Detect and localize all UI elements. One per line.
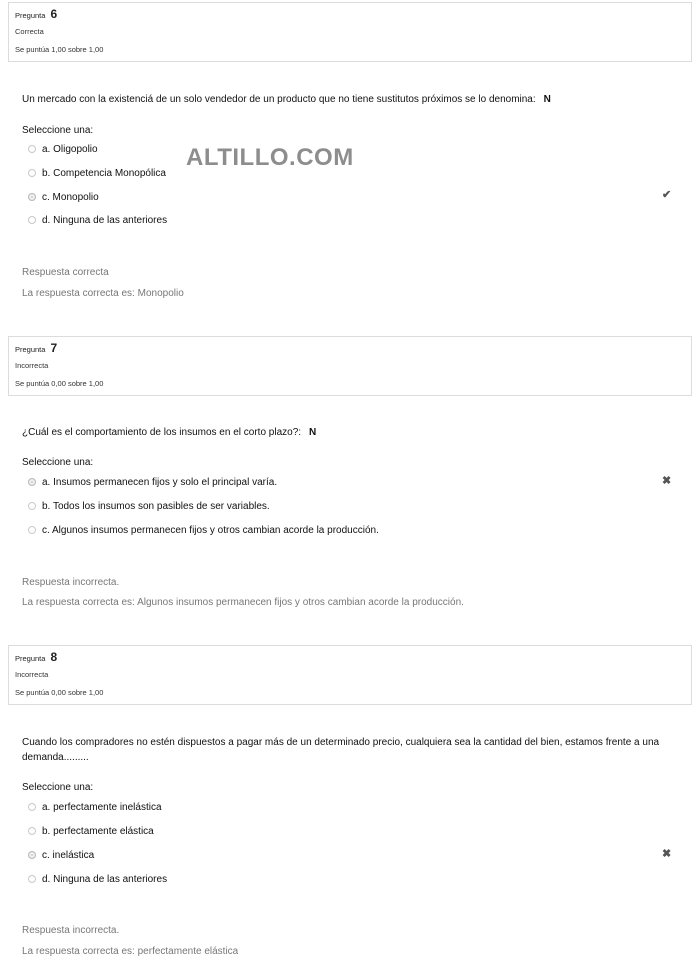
question-text: ¿Cuál es el comportamiento de los insumos en el corto plazo?: — [22, 427, 302, 438]
question-state: Incorrecta — [15, 670, 49, 679]
question-grade: Se puntúa 0,00 sobre 1,00 — [15, 688, 104, 697]
question-info-6 — [8, 2, 692, 62]
option-6b[interactable] — [28, 166, 166, 180]
question-number-line — [15, 341, 57, 355]
question-state: Correcta — [15, 27, 44, 36]
radio-button[interactable] — [28, 875, 36, 883]
question-number: 6 — [50, 7, 58, 21]
option-6c[interactable] — [28, 190, 99, 204]
option-label: a. perfectamente inelástica — [42, 801, 162, 813]
question-number-line — [15, 7, 57, 21]
question-text: Un mercado con la existenciá de un solo vendedor de un producto que no tiene sustitutos próximos se lo denomina: — [22, 94, 536, 105]
check-icon: ✔ — [662, 189, 672, 201]
select-prompt: Seleccione una: — [22, 782, 94, 793]
question-grade: Se puntúa 1,00 sobre 1,00 — [15, 45, 104, 54]
watermark-logo: ALTILLO.COM — [186, 144, 354, 171]
radio-button[interactable] — [28, 169, 36, 177]
question-flag: N — [543, 94, 551, 105]
radio-button-checked[interactable] — [28, 478, 36, 486]
question-info-7 — [8, 336, 692, 396]
option-7a[interactable] — [28, 475, 277, 489]
cross-icon: ✖ — [662, 848, 672, 860]
question-text: Cuando los compradores no estén dispuestos a pagar más de un determinado precio, cualquiera sea la cantidad del bien, estamos frente a una demanda......... — [22, 737, 660, 763]
right-answer: La respuesta correcta es: Monopolio — [22, 288, 184, 299]
option-label: b. Competencia Monopólica — [42, 167, 166, 179]
feedback: Respuesta incorrecta. — [22, 925, 120, 936]
question-text-8 — [22, 735, 682, 765]
option-8b[interactable] — [28, 824, 154, 838]
radio-button[interactable] — [28, 827, 36, 835]
question-label: Pregunta — [15, 654, 46, 663]
option-6a[interactable] — [28, 142, 98, 156]
option-label: c. Monopolio — [42, 191, 99, 203]
question-number: 7 — [50, 341, 58, 355]
option-label: d. Ninguna de las anteriores — [42, 214, 168, 226]
radio-button[interactable] — [28, 145, 36, 153]
question-state: Incorrecta — [15, 361, 49, 370]
question-label: Pregunta — [15, 11, 46, 20]
option-label: b. perfectamente elástica — [42, 825, 154, 837]
right-answer: La respuesta correcta es: perfectamente elástica — [22, 946, 239, 957]
question-number-line — [15, 650, 57, 664]
radio-button[interactable] — [28, 526, 36, 534]
radio-button[interactable] — [28, 803, 36, 811]
option-label: b. Todos los insumos son pasibles de ser variables. — [42, 500, 270, 512]
question-label: Pregunta — [15, 345, 46, 354]
feedback: Respuesta incorrecta. — [22, 577, 120, 588]
option-label: a. Insumos permanecen fijos y solo el principal varía. — [42, 476, 278, 488]
question-text-7 — [22, 425, 682, 440]
option-7c[interactable] — [28, 523, 379, 537]
radio-button-checked[interactable] — [28, 193, 36, 201]
radio-button-checked[interactable] — [28, 851, 36, 859]
question-grade: Se puntúa 0,00 sobre 1,00 — [15, 379, 104, 388]
question-info-8 — [8, 645, 692, 705]
question-text-6 — [22, 92, 682, 107]
cross-icon: ✖ — [662, 475, 672, 487]
option-label: a. Oligopolio — [42, 143, 98, 155]
select-prompt: Seleccione una: — [22, 125, 94, 136]
radio-button[interactable] — [28, 502, 36, 510]
question-flag: N — [309, 427, 317, 438]
right-answer: La respuesta correcta es: Algunos insumos permanecen fijos y otros cambian acorde la producción. — [22, 597, 464, 608]
radio-button[interactable] — [28, 216, 36, 224]
option-label: c. Algunos insumos permanecen fijos y otros cambian acorde la producción. — [42, 524, 379, 536]
question-number: 8 — [50, 650, 58, 664]
option-label: d. Ninguna de las anteriores — [42, 873, 168, 885]
option-8d[interactable] — [28, 872, 167, 886]
option-7b[interactable] — [28, 499, 270, 513]
option-label: c. inelástica — [42, 849, 95, 861]
select-prompt: Seleccione una: — [22, 457, 94, 468]
option-8a[interactable] — [28, 800, 162, 814]
option-6d[interactable] — [28, 213, 167, 227]
option-8c[interactable] — [28, 848, 94, 862]
feedback: Respuesta correcta — [22, 267, 109, 278]
